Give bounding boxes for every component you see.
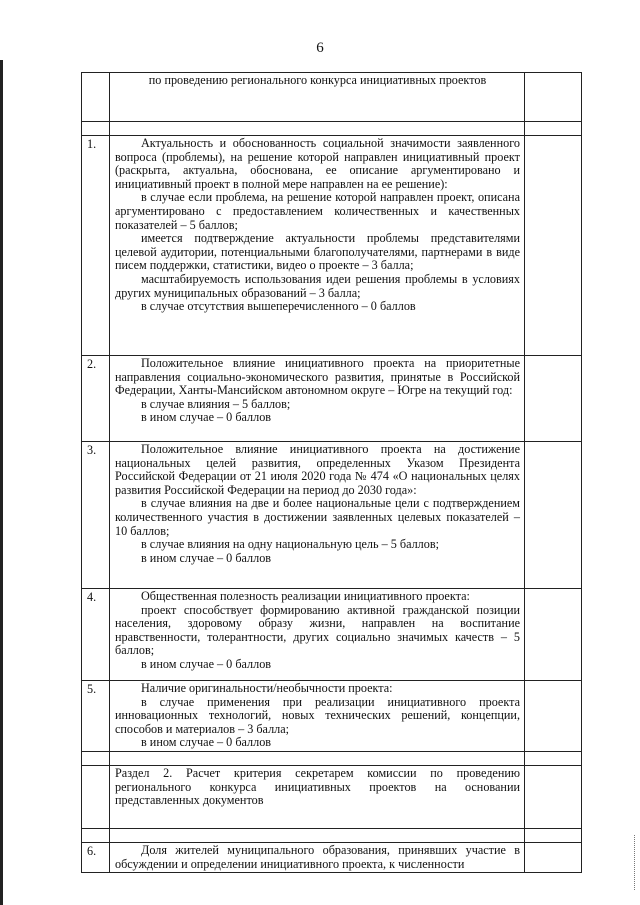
table-row [82,356,582,442]
header-row-text: по проведению регионального конкурса инициативных проектов [148,73,487,87]
criterion-option: проект способствует формированию активной гражданской позиции населения, здоровому образу жизни, направлен на воспитание нравственности, толерантности, других социально значимых качеств – 5 баллов; [115,602,520,658]
score-cell [525,681,582,752]
table-row-spacer [82,752,582,766]
criterion-title: Актуальность и обоснованность социальной значимости заявленного вопроса (проблемы), на решение которой направлен инициативный проект (раскрыта, актуальна, обоснована, ее описание аргументировано и инициативный проект в полной мере направлен на ее решение): [115,136,520,191]
score-cell [525,136,582,356]
criterion-option: в случае влияния – 5 баллов; [141,396,291,411]
row-number: 1. [82,136,110,356]
score-cell [525,843,582,873]
row-number: 4. [82,589,110,681]
table-row [82,681,582,752]
criterion-option: в случае влияния на две и более национальные цели с подтверждением количественного участия в достижении заявленных целевых показателей – 10 баллов; [115,496,520,538]
score-cell [525,442,582,589]
table-row [82,136,582,356]
criterion-option: в случае отсутствия вышеперечисленного – 0 баллов [141,299,416,314]
criterion-title: Наличие оригинальности/необычности проекта: [141,681,393,695]
criterion-option: в случае применения при реализации инициативного проекта инновационных технологий, новых технических решений, концепции, способов и материалов – 3 балла; [115,694,520,736]
row-number: 5. [82,681,110,752]
criterion-option: масштабируемость использования идеи решения проблемы в условиях других муниципальных образований – 3 балла; [115,271,520,300]
criterion-title: Доля жителей муниципального образования, принявших участие в обсуждении и определении инициативного проекта, к численности [115,843,520,871]
criterion-title: Положительное влияние инициативного проекта на достижение национальных целей развития, определенных Указом Президента Российской Федерации от 21 июля 2020 года № 474 «О национальных целях развития Российской Федерации на период до 2030 года»: [115,442,520,497]
row-number: 3. [82,442,110,589]
criterion-option: в ином случае – 0 баллов [141,410,272,425]
criterion-title: Общественная полезность реализации инициативного проекта: [141,589,470,603]
criterion-option: в ином случае – 0 баллов [141,550,272,565]
criterion-option: в случае влияния на одну национальную цель – 5 баллов; [141,537,439,552]
criterion-option: в случае если проблема, на решение которой направлен проект, описана аргументировано с предоставлением количественных и качественных показателей – 5 баллов; [115,190,520,232]
criterion-title: Положительное влияние инициативного проекта на приоритетные направления социально-экономического развития, принятые в Российской Федерации, Ханты-Мансийском автономном округе – Югре на текущий год: [115,356,520,398]
table-row-spacer [82,829,582,843]
criterion-option: имеется подтверждение актуальности проблемы представителями целевой аудитории, потенциальными благополучателями, партнерами в виде писем поддержки, статистики, видео о проекте – 3 балла; [115,231,520,273]
scan-edge-mark [0,60,3,905]
row-number: 2. [82,356,110,442]
table-row [82,843,582,873]
criterion-option: в ином случае – 0 баллов [141,735,272,750]
section-row [82,766,582,829]
table-row [82,73,582,122]
scan-edge-dots [634,835,637,890]
criteria-table [81,72,582,873]
table-row-spacer [82,122,582,136]
table-row [82,589,582,681]
score-cell [525,589,582,681]
criterion-option: в ином случае – 0 баллов [141,656,272,671]
row-number: 6. [82,843,110,873]
table-row [82,442,582,589]
section-heading: Раздел 2. Расчет критерия секретарем комиссии по проведению регионального конкурса инициативных проектов на основании представленных документов [115,766,520,808]
page-number: 6 [316,40,324,56]
score-cell [525,356,582,442]
